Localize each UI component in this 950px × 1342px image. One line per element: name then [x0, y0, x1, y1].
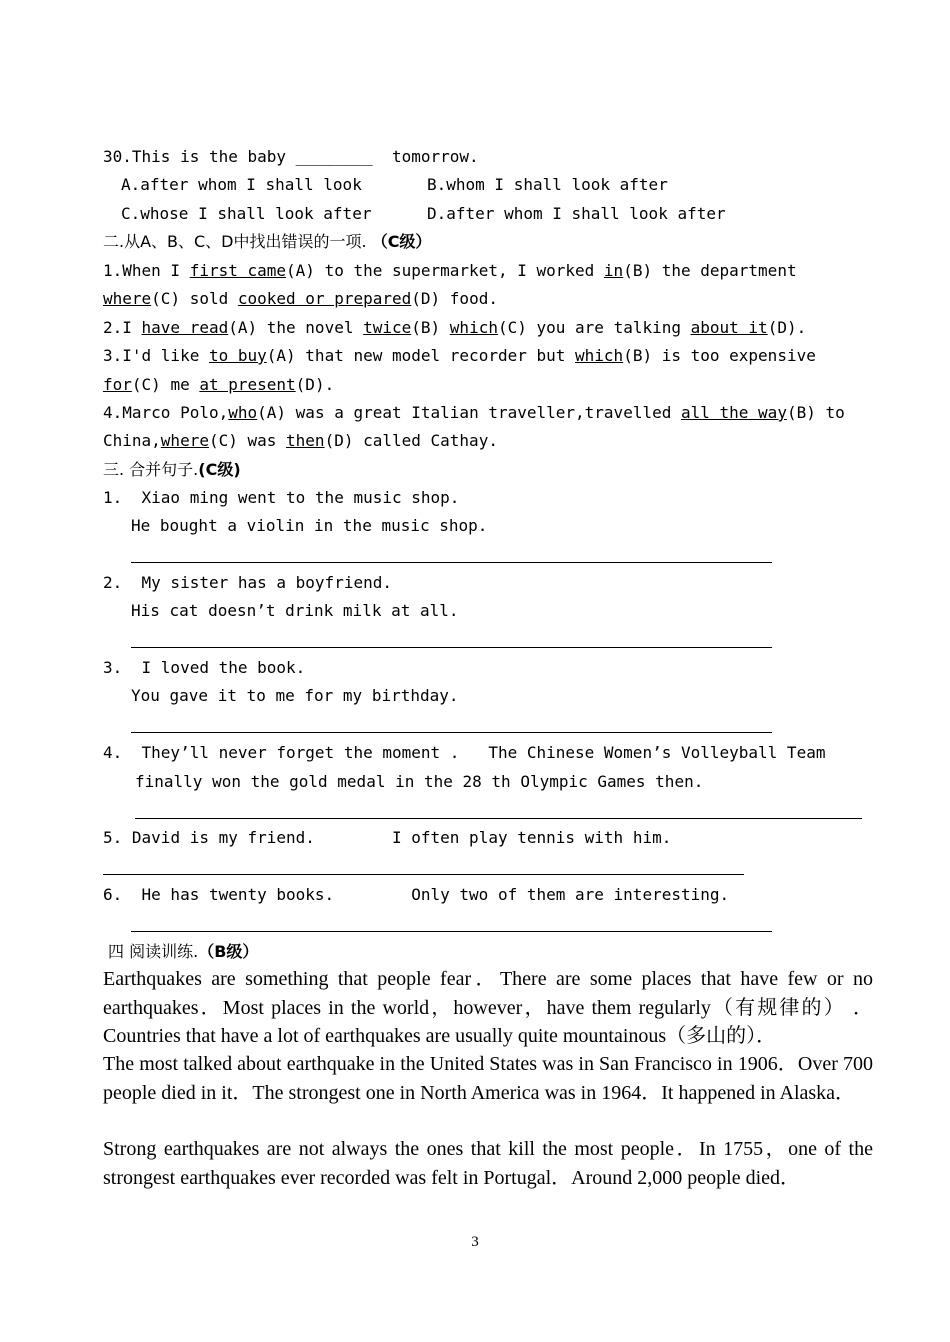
section2-q3-line1: 3.I'd like to buy(A) that new model recorder but which(B) is too expensive: [103, 346, 816, 365]
section3-heading: 三. 合并句子.(C级): [103, 460, 241, 479]
reading-paragraph-1: Earthquakes are something that people fear．There are some places that have few or no earthquakes．Most places in the world，however，have them regularly（有规律的） ．Countries that have a lot of earthquakes are usually quite mountainous（多山的）．: [103, 968, 873, 1047]
section2-q4-line1: 4.Marco Polo,who(A) was a great Italian traveller,travelled all the way(B) to: [103, 403, 845, 422]
q30-option-b: B.whom I shall look after: [427, 175, 668, 194]
section2-q1-line2: where(C) sold cooked or prepared(D) food.: [103, 289, 498, 308]
section3-item-4-line1: 4. They’ll never forget the moment . The Chinese Women’s Volleyball Team: [103, 743, 826, 762]
section3-item-2-line1: 2. My sister has a boyfriend.: [103, 573, 392, 592]
answer-line-3[interactable]: [131, 732, 772, 733]
reading-paragraph-3: Strong earthquakes are not always the ones that kill the most people．In 1755，one of the strongest earthquakes ever recorded was felt in Portugal．Around 2,000 people died．: [103, 1138, 873, 1189]
answer-line-4[interactable]: [135, 818, 862, 819]
section2-q2: 2.I have read(A) the novel twice(B) which(C) you are talking about it(D).: [103, 318, 807, 337]
answer-line-5[interactable]: [103, 874, 744, 875]
section2-q4-line2: China,where(C) was then(D) called Cathay.: [103, 431, 498, 450]
answer-line-2[interactable]: [131, 647, 772, 648]
answer-line-6[interactable]: [131, 931, 772, 932]
section2-q1-line1: 1.When I first came(A) to the supermarket, I worked in(B) the department: [103, 261, 797, 280]
section3-item-1-line2: He bought a violin in the music shop.: [131, 516, 488, 535]
q30-option-d: D.after whom I shall look after: [427, 204, 726, 223]
section3-item-1-line1: 1. Xiao ming went to the music shop.: [103, 488, 460, 507]
reading-paragraph-2: The most talked about earthquake in the United States was in San Francisco in 1906．Over 700 people died in it．The strongest one in North America was in 1964．It happened in Alaska．: [103, 1053, 873, 1104]
section4-heading: 四 阅读训练.（B级）: [108, 942, 259, 961]
section3-item-3-line2: You gave it to me for my birthday.: [131, 686, 459, 705]
section2-heading: 二.从A、B、C、D中找出错误的一项. （C级）: [103, 232, 432, 251]
section3-item-6: 6. He has twenty books. Only two of them are interesting.: [103, 885, 730, 904]
q30-stem: 30.This is the baby ________ tomorrow.: [103, 147, 479, 166]
q30-option-c: C.whose I shall look after: [121, 204, 372, 223]
section3-item-5: 5. David is my friend. I often play tennis with him.: [103, 828, 672, 847]
answer-line-1[interactable]: [131, 562, 772, 563]
section3-item-3-line1: 3. I loved the book.: [103, 658, 306, 677]
page-number: 3: [471, 1234, 479, 1250]
q30-option-a: A.after whom I shall look: [121, 175, 362, 194]
section2-q3-line2: for(C) me at present(D).: [103, 375, 335, 394]
section3-item-4-line2: finally won the gold medal in the 28 th Olympic Games then.: [135, 772, 704, 791]
section3-item-2-line2: His cat doesn’t drink milk at all.: [131, 601, 459, 620]
